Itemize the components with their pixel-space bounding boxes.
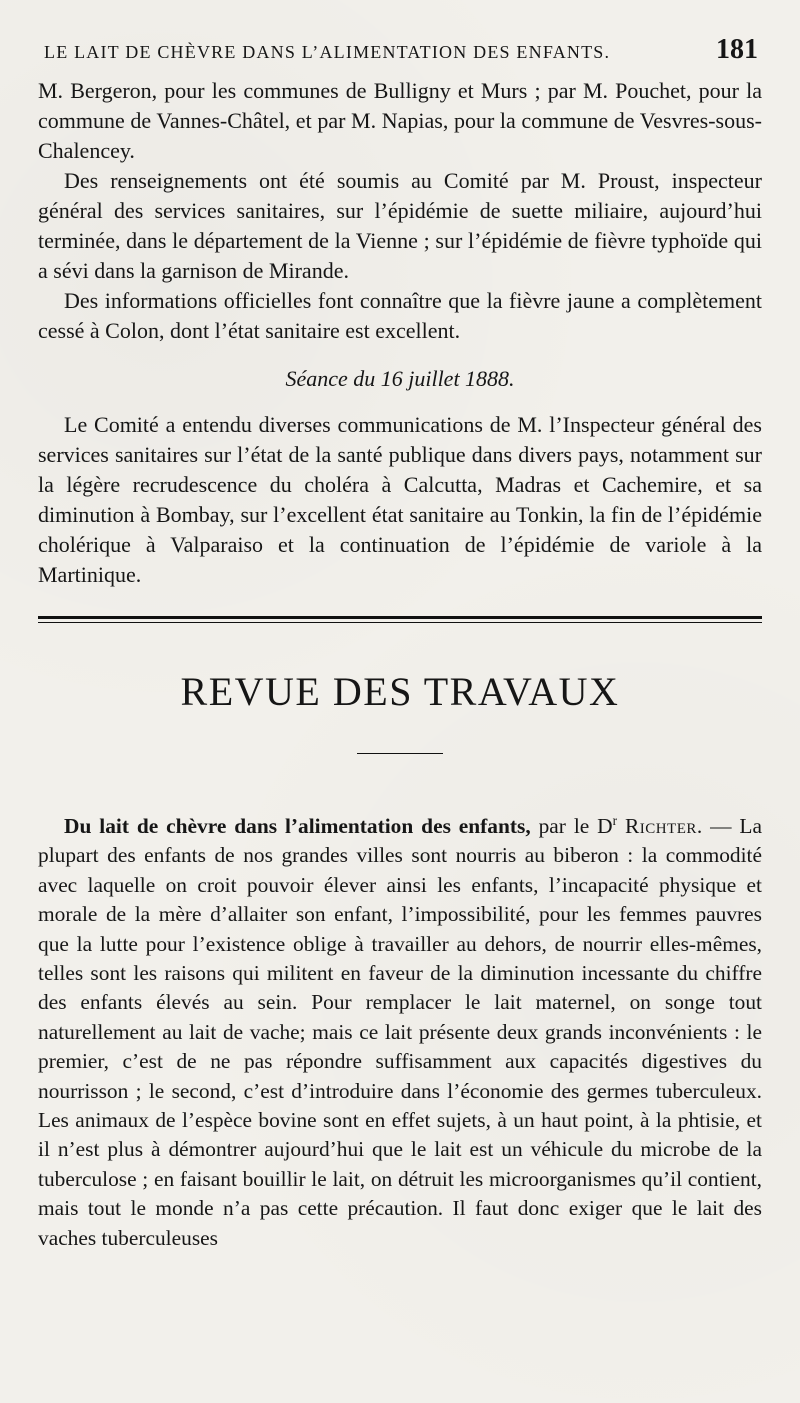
review-paragraph <box>38 812 762 1253</box>
short-title-rule <box>357 753 443 754</box>
review-article <box>38 812 762 1253</box>
section-divider <box>38 616 762 623</box>
public-health-paragraph: Le Comité a entendu diverses communications de M. l’Inspecteur général des services sanitaires sur l’état de la santé publique dans divers pays, notamment sur la légère recrudescence du choléra à Calcutta, Madras et Cachemire, et sa diminution à Bombay, sur l’excellent état sanitaire au Tonkin, la fin de l’épidémie cholérique à Valparaiso et la continuation de l’épidémie de variole à la Martinique. <box>38 412 762 587</box>
thin-divider-line <box>38 622 762 623</box>
article-body-text: . — La plupart des enfants de nos grandes villes sont nourris au biberon : la commodité avec laquelle on croit pouvoir élever ainsi les enfants, l’incapacité physique et morale de la mère d’allaiter son enfant, l’impossibilité, pour les femmes pauvres que la lutte pour l’existence oblige à travailler au dehors, de nourrir elles-mêmes, telles sont les raisons qui militent en faveur de la diminution incessante du chiffre des enfants élevés au sein. Pour remplacer le lait maternel, on songe tout naturellement au lait de vache; mais ce lait présente deux grands inconvénients : le premier, c’est de ne pas répondre suffisamment aux capacités digestives du nourrisson ; le second, c’est d’introduire dans l’économie des germes tuberculeux. Les animaux de l’espèce bovine sont en effet sujets, à un haut point, à la phtisie, et il n’est plus à démontrer aujourd’hui que le lait est un véhicule du microbe de la tuberculose ; en faisant bouillir le lait, on détruit les microorganismes qu’il contient, mais tout le monde n’a pas cette précaution. Il faut donc exiger que le lait des vaches tuberculeuses <box>38 814 762 1250</box>
author-separator <box>617 814 625 838</box>
committee-notes <box>38 76 762 590</box>
session-heading: Séance du 16 juillet 1888. <box>285 366 515 391</box>
article-author: Richter <box>624 814 697 838</box>
yellow-fever-paragraph: Des informations officielles font connaître que la fièvre jaune a complètement cessé à Colon, dont l’état sanitaire est excellent. <box>38 288 762 343</box>
doctor-prefix: D <box>597 814 613 838</box>
doctor-superscript: r <box>612 812 618 828</box>
running-title: LE LAIT DE CHÈVRE DANS L’ALIMENTATION DES ENFANTS. <box>44 42 611 62</box>
epidemic-information-paragraph: Des renseignements ont été soumis au Comité par M. Proust, inspecteur général des services sanitaires, sur l’épidémie de suette miliaire, aujourd’hui terminée, dans le département de la Vienne ; sur l’épidémie de fièvre typhoïde qui a sévi dans la garnison de Mirande. <box>38 168 762 283</box>
review-title: REVUE DES TRAVAUX <box>180 669 620 714</box>
page-number: 181 <box>716 34 758 65</box>
byline-prefix: par le <box>530 814 598 838</box>
article-lead-title: Du lait de chèvre dans l’alimentation des enfants, <box>64 814 531 838</box>
running-header <box>38 34 762 68</box>
commune-reporting-paragraph: M. Bergeron, pour les communes de Bulligny et Murs ; par M. Pouchet, pour la commune de Vannes-Châtel, et par M. Napias, pour la commune de Vesvres-sous-Chalencey. <box>38 78 762 163</box>
